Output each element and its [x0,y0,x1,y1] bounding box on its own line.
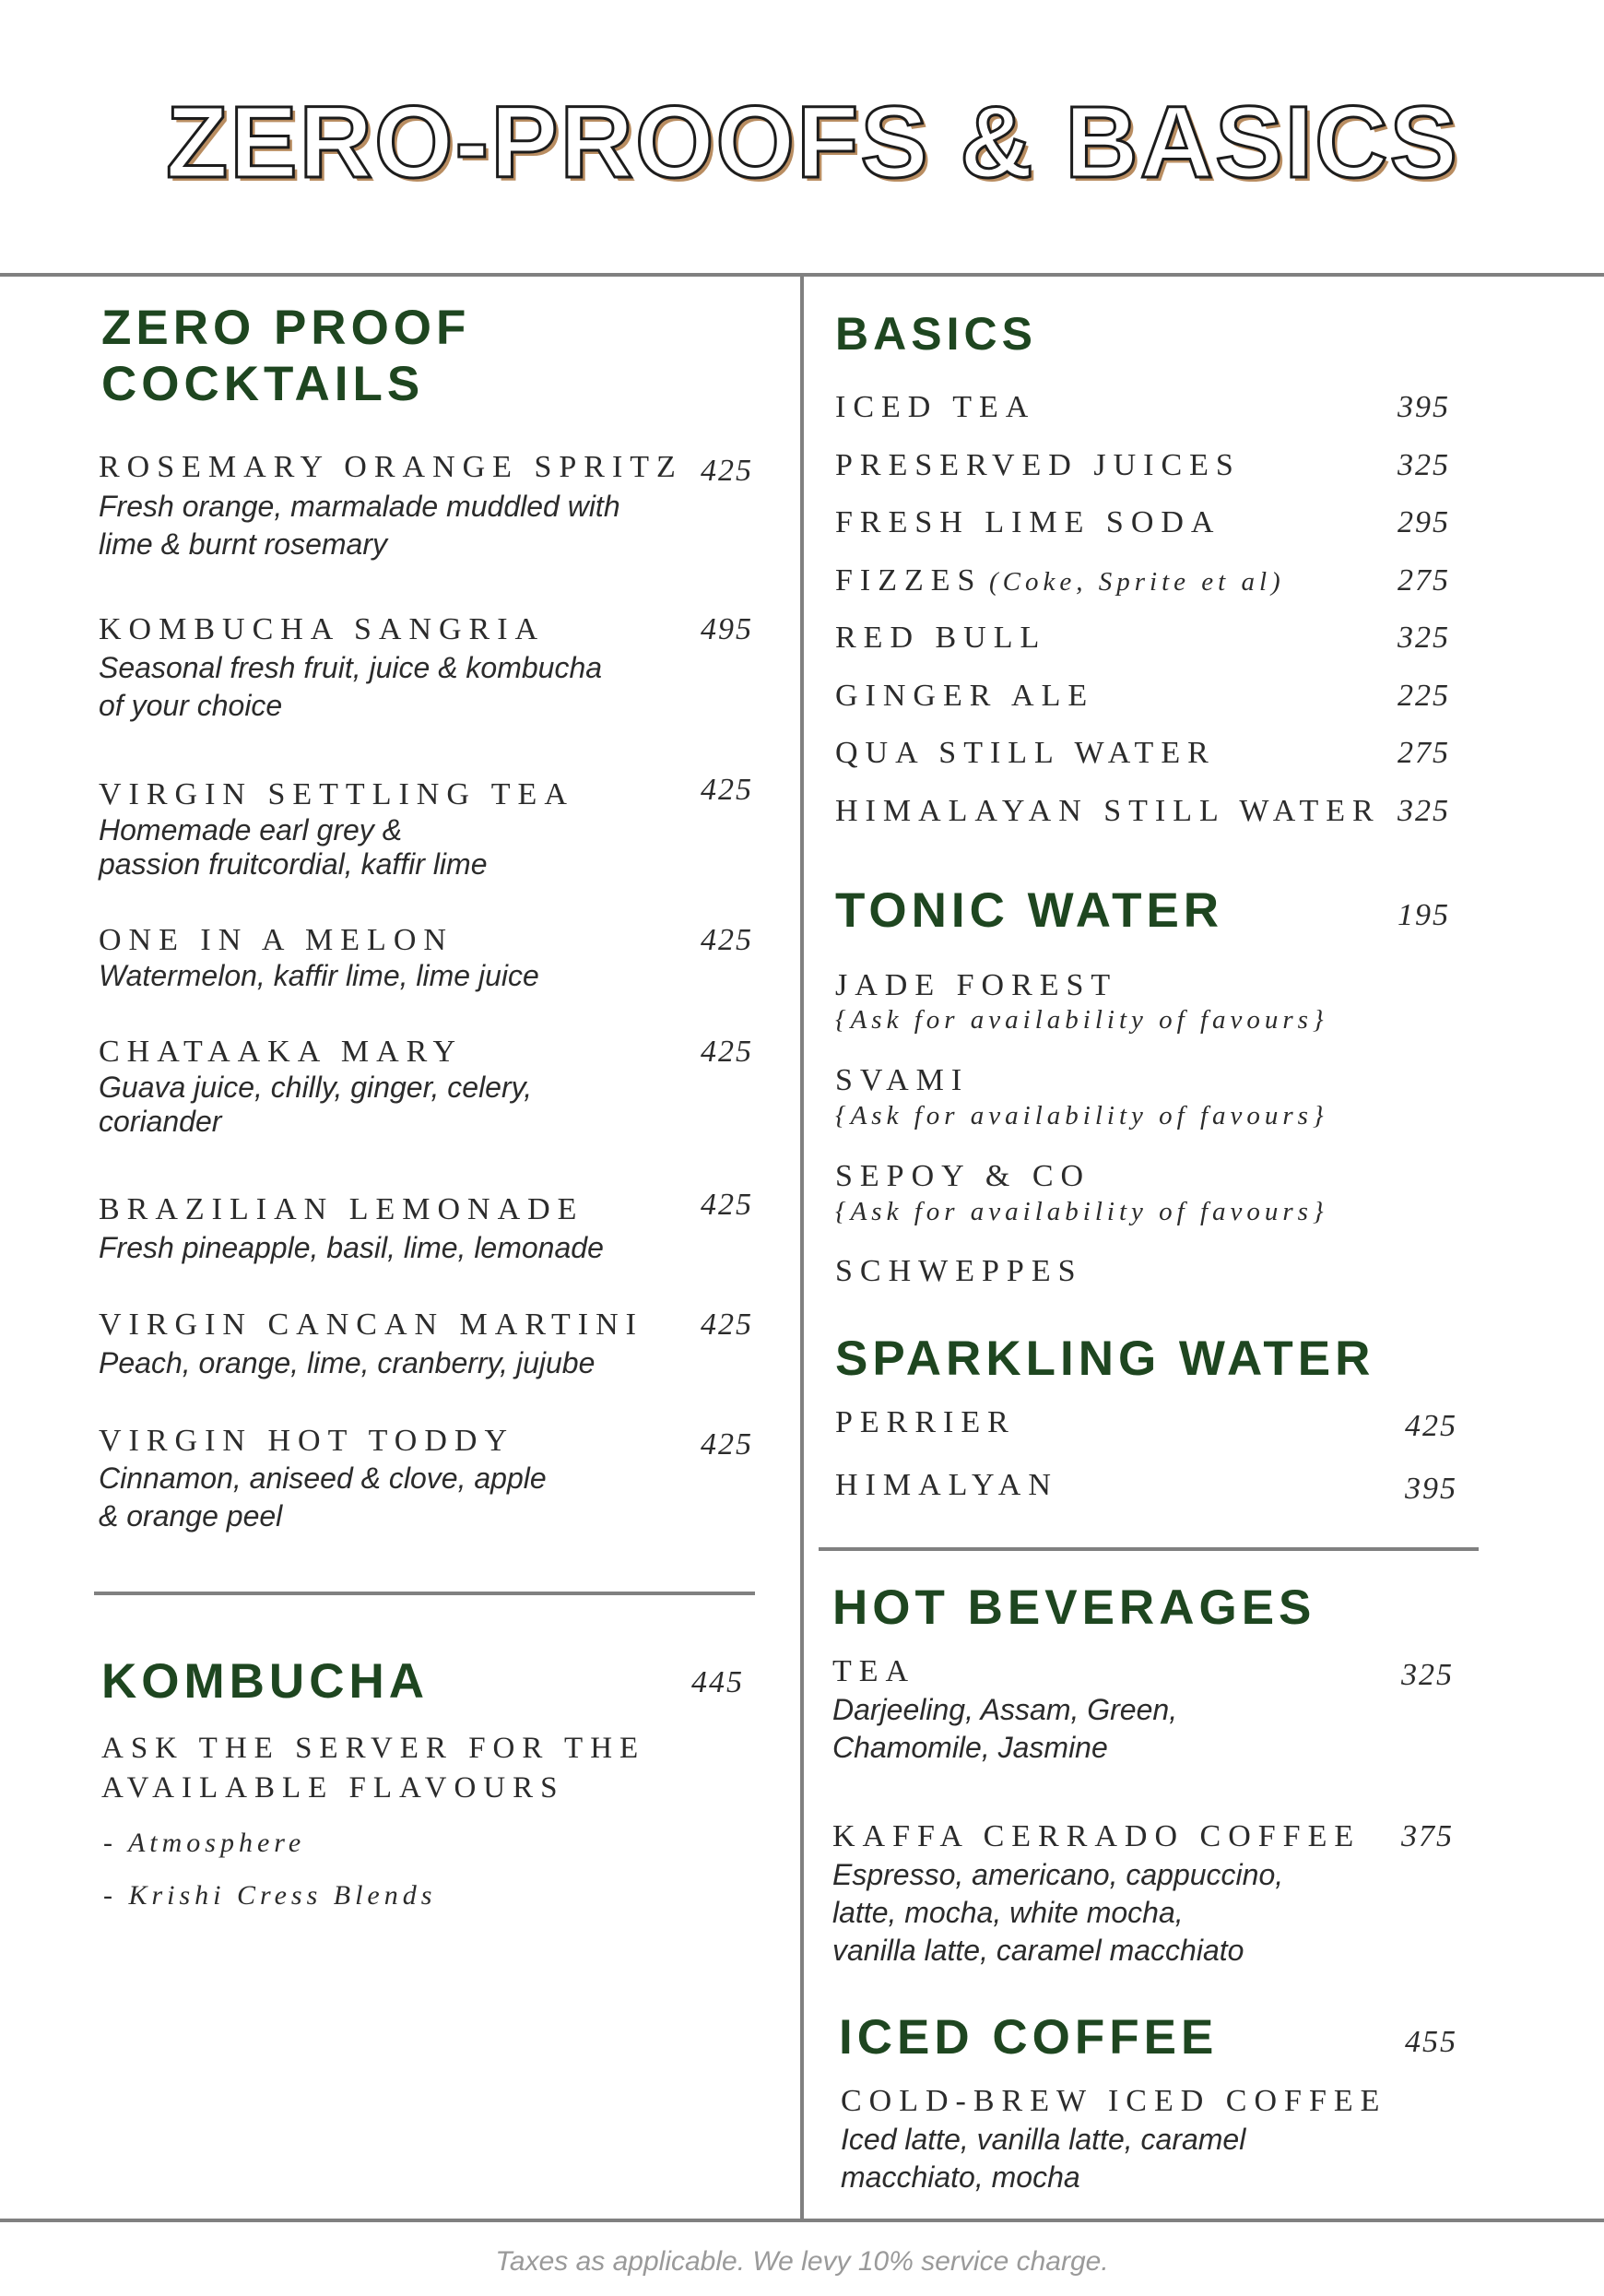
description-line: latte, mocha, white mocha, [832,1896,1184,1929]
basics-item-name: PRESERVED JUICES [835,448,1241,482]
menu-title: ZERO-PROOFS & BASICS [166,86,1459,199]
tonic-item-note: {Ask for availability of favours} [835,1005,1328,1035]
hot-item-price: 375 [1401,1819,1454,1853]
basics-item-name: FRESH LIME SODA [835,505,1221,539]
description-line: Guava juice, chilly, ginger, celery, [99,1071,533,1104]
kombucha-flavour: - Atmosphere [103,1828,306,1858]
menu-item-description [99,1069,532,1141]
description-line: vanilla latte, caramel macchiato [832,1934,1244,1967]
menu-item-price: 425 [701,454,753,488]
tonic-item-note: {Ask for availability of favours} [835,1197,1328,1226]
menu-item-description [99,649,602,725]
basics-item-name: HIMALAYAN STILL WATER [835,794,1381,828]
hot-item-name: TEA [832,1654,916,1688]
left-kombucha-rule [94,1592,755,1595]
sparkling-item-name: PERRIER [835,1405,1016,1439]
description-line: Espresso, americano, cappuccino, [832,1858,1284,1891]
right-hot-beverages-rule [819,1547,1479,1551]
menu-item-description [99,488,620,563]
menu-item-price: 425 [701,1308,753,1342]
menu-item-description [99,1344,595,1382]
hot-beverages-heading: HOT BEVERAGES [832,1580,1316,1635]
basics-item-price: 275 [1398,736,1450,770]
hot-item-price: 325 [1401,1658,1454,1692]
basics-item-price: 325 [1398,794,1450,828]
menu-item-price: 425 [701,1427,753,1462]
footer-note: Taxes as applicable. We levy 10% service charge. [495,2246,1109,2277]
menu-item-name: ROSEMARY ORANGE SPRITZ [99,450,683,484]
sparkling-item-price: 425 [1405,1409,1457,1443]
basics-item-price: 225 [1398,679,1450,713]
menu-item-description [99,811,487,883]
sparkling-water-heading: SPARKLING WATER [835,1331,1375,1386]
menu-item-name: VIRGIN HOT TODDY [99,1424,514,1458]
menu-item-name: CHATAAKA MARY [99,1035,464,1069]
menu-item-name: VIRGIN SETTLING TEA [99,777,574,811]
description-line: Seasonal fresh fruit, juice & kombucha [99,651,603,684]
description-line: Watermelon, kaffir lime, lime juice [99,959,539,992]
description-line: Fresh orange, marmalade muddled with [99,490,620,523]
iced-coffee-item-name: COLD-BREW ICED COFFEE [841,2084,1387,2118]
zero-proof-heading [101,301,470,413]
center-column-rule [800,273,804,2219]
menu-item-name: KOMBUCHA SANGRIA [99,612,546,646]
menu-item-description [99,1229,604,1267]
menu-item-price: 425 [701,1035,753,1069]
basics-item-price: 395 [1398,390,1450,424]
sparkling-item-price: 395 [1405,1472,1457,1506]
description-line: Iced latte, vanilla latte, caramel [841,2123,1246,2156]
menu-item-price: 425 [701,1188,753,1222]
hot-item-description [832,1691,1177,1767]
zero-proof-heading-line1: ZERO PROOF [101,301,471,355]
bottom-rule [0,2219,1604,2222]
basics-item-name: FIZZES [835,563,983,598]
description-line: & orange peel [99,1499,283,1533]
kombucha-heading: KOMBUCHA [101,1654,430,1709]
menu-item-description [99,957,539,995]
description-line: Homemade earl grey & [99,813,403,846]
basics-item-price: 275 [1398,563,1450,598]
tonic-water-heading: TONIC WATER [835,883,1224,938]
basics-item-note: (Coke, Sprite et al) [989,567,1285,597]
iced-coffee-price: 455 [1405,2025,1457,2059]
sparkling-item-name: HIMALYAN [835,1468,1058,1502]
menu-item-price: 495 [701,612,753,646]
kombucha-ask-line1: ASK THE SERVER FOR THE [101,1732,646,1765]
tonic-item-name: JADE FOREST [835,968,1118,1002]
description-line: Peach, orange, lime, cranberry, jujube [99,1346,596,1379]
basics-item-name: GINGER ALE [835,679,1095,713]
description-line: Cinnamon, aniseed & clove, apple [99,1462,547,1495]
basics-item-name: RED BULL [835,621,1047,655]
zero-proof-heading-line2: COCKTAILS [101,356,425,411]
basics-item-price: 325 [1398,621,1450,655]
hot-item-name: KAFFA CERRADO COFFEE [832,1819,1362,1853]
description-line: passion fruitcordial, kaffir lime [99,847,488,881]
basics-item-price: 325 [1398,448,1450,482]
basics-heading: BASICS [835,308,1037,360]
menu-item-price: 425 [701,773,753,807]
description-line: Fresh pineapple, basil, lime, lemonade [99,1231,604,1264]
description-line: coriander [99,1105,222,1138]
menu-item-name: ONE IN A MELON [99,923,454,957]
basics-item-price: 295 [1398,505,1450,539]
tonic-item-name: SCHWEPPES [835,1254,1083,1288]
iced-coffee-heading: ICED COFFEE [839,2010,1219,2065]
description-line: lime & burnt rosemary [99,527,387,561]
menu-item-price: 425 [701,923,753,957]
hot-item-description [832,1856,1283,1970]
description-line: macchiato, mocha [841,2160,1080,2194]
tonic-item-note: {Ask for availability of favours} [835,1101,1328,1130]
description-line: Darjeeling, Assam, Green, [832,1693,1178,1726]
tonic-water-price: 195 [1398,898,1450,932]
iced-coffee-description [841,2121,1245,2196]
basics-item-name: ICED TEA [835,390,1036,424]
menu-item-name: BRAZILIAN LEMONADE [99,1192,584,1226]
basics-item-name: QUA STILL WATER [835,736,1216,770]
tonic-item-name: SEPOY & CO [835,1159,1091,1193]
kombucha-flavour: - Krishi Cress Blends [103,1880,437,1911]
kombucha-ask-line2: AVAILABLE FLAVOURS [101,1771,565,1805]
description-line: Chamomile, Jasmine [832,1731,1108,1764]
menu-item-description [99,1460,547,1535]
tonic-item-name: SVAMI [835,1063,970,1097]
menu-item-name: VIRGIN CANCAN MARTINI [99,1308,643,1342]
description-line: of your choice [99,689,283,722]
kombucha-price: 445 [691,1665,744,1699]
